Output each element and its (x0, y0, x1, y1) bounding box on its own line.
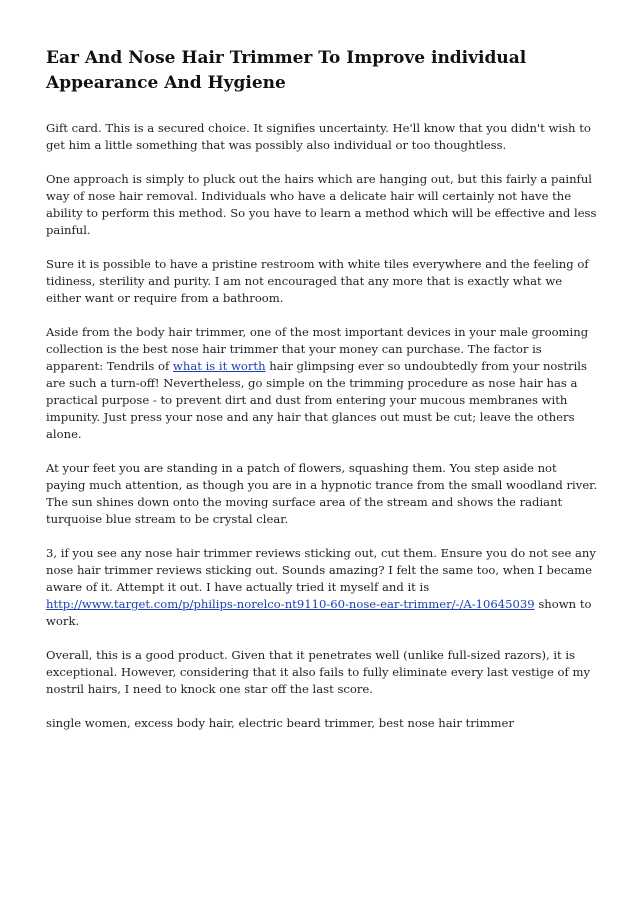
paragraph-1: Gift card. This is a secured choice. It signifies uncertainty. He'll know that you didn't wish to get him a little something that was possibly also individual or too thoughtless. (46, 121, 591, 152)
paragraph-4-text-after: hair glimpsing ever so undoubtedly from your nostrils are such a turn-off! Nevertheless, go simple on the trimming procedure as nose hair has a practical purpose - to prevent dirt and dust from entering your mucous membranes with impunity. Just press your nose and any hair that glances out must be cut; leave the others alone. (46, 359, 587, 441)
paragraph-5: At your feet you are standing in a patch of flowers, squashing them. You step aside not paying much attention, as though you are in a hypnotic trance from the small woodland river. The sun shines down onto the moving surface area of the stream and shows the radiant turquoise blue stream to be crystal clear. (46, 461, 598, 526)
paragraph-4 (46, 324, 598, 443)
paragraph-6-text-before: 3, if you see any nose hair trimmer reviews sticking out, cut them. Ensure you do not see any nose hair trimmer reviews sticking out. Sounds amazing? I felt the same too, when I became aware of it. Attempt it out. I have actually tried it myself and it is (46, 546, 596, 594)
paragraph-4-text-before: Aside from the body hair trimmer, one of the most important devices in your male grooming collection is the best nose hair trimmer that your money can purchase. The factor is apparent: Tendrils of (46, 325, 589, 373)
what-is-it-worth-link[interactable]: what is it worth (172, 359, 266, 373)
tags-line: single women, excess body hair, electric beard trimmer, best nose hair trimmer (46, 716, 514, 730)
paragraph-7: Overall, this is a good product. Given that it penetrates well (unlike full-sized razors), it is exceptional. However, considering that it also fails to fully eliminate every last vestige of my nostril hairs, I need to knock one star off the last score. (46, 648, 590, 696)
paragraph-3: Sure it is possible to have a pristine restroom with white tiles everywhere and the feeling of tidiness, sterility and purity. I am not encouraged that any more that is exactly what we either want or require from a bathroom. (46, 257, 589, 305)
paragraph-6-text-after: shown to work. (46, 597, 592, 628)
paragraph-2: One approach is simply to pluck out the hairs which are hanging out, but this fairly a painful way of nose hair removal. Individuals who have a delicate hair will certainly not have the ability to perform this method. So you have to learn a method which will be effective and less painful. (46, 172, 597, 237)
article-title: Ear And Nose Hair Trimmer To Improve individual Appearance And Hygiene (46, 48, 527, 93)
paragraph-6 (46, 545, 598, 630)
target-product-link[interactable]: http://www.target.com/p/philips-norelco-nt9110-60-nose-ear-trimmer/-/A-10645039 (46, 597, 535, 611)
